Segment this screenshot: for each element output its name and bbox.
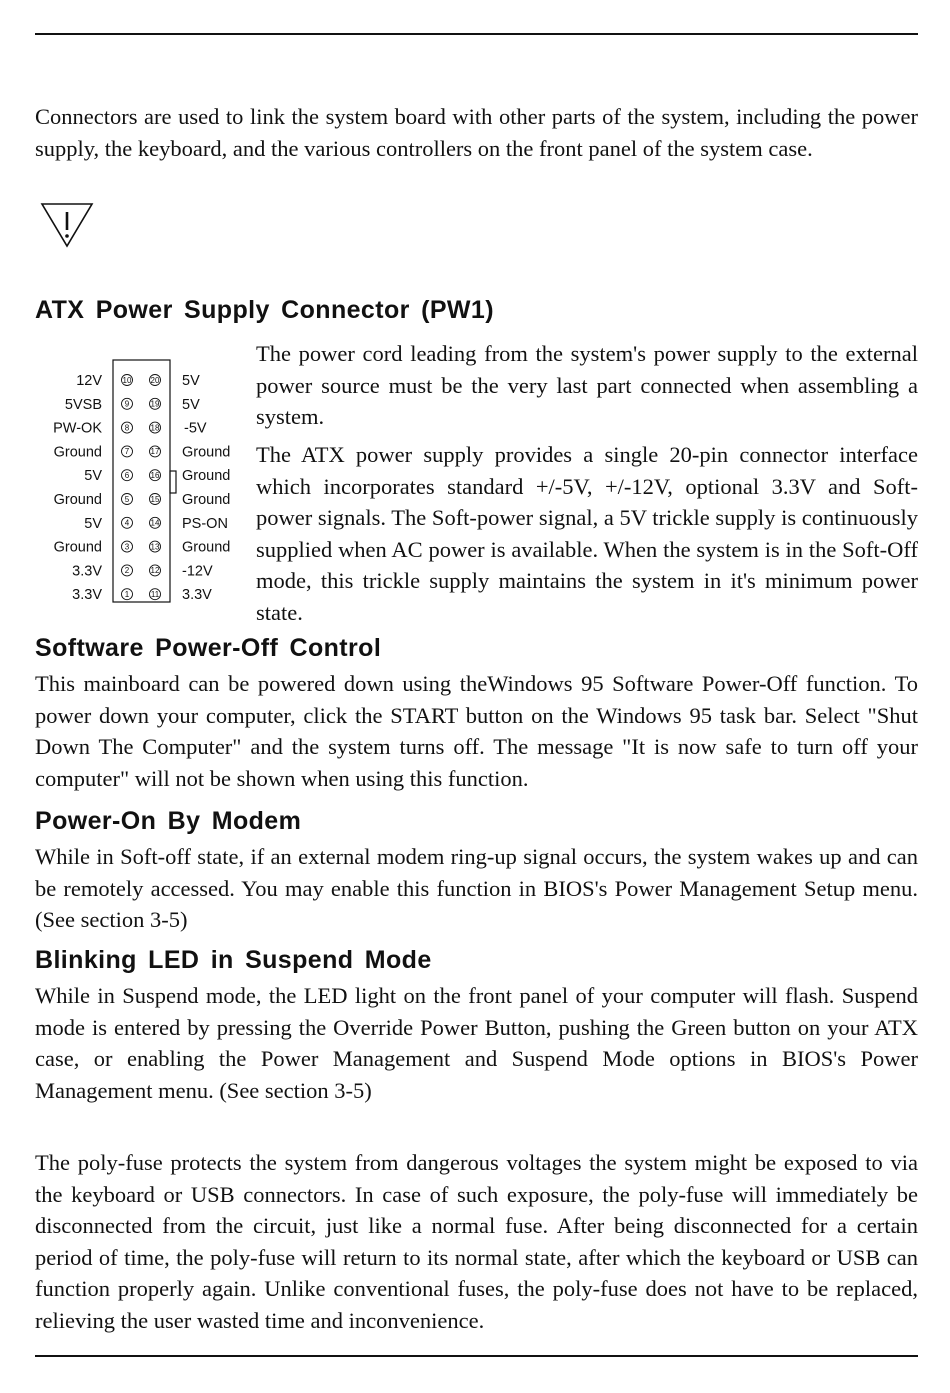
connector-left-label: 3.3V bbox=[72, 563, 102, 580]
connector-pin-number: 8 bbox=[124, 423, 130, 433]
modem-paragraph: While in Soft-off state, if an external modem ring-up signal occurs, the system wakes up and can be remotely accessed. You may enable this function in BIOS's Power Management Setup menu. (See section 3-5) bbox=[35, 844, 918, 932]
intro-paragraph: Connectors are used to link the system board with other parts of the system, including the power supply, the keyboard, and the various controllers on the front panel of the system case. bbox=[35, 104, 918, 161]
polyfuse-paragraph: The poly-fuse protects the system from dangerous voltages the system might be exposed to via the keyboard or USB connectors. In case of such exposure, the poly-fuse will immediately be disconnected from the circuit, just like a normal fuse. After being disconnected for a certain period of time, the poly-fuse will return to its normal state, after which the keyboard or USB can function properly again. Unlike conventional fuses, the poly-fuse does not have to be replaced, relieving the user wasted time and inconvenience. bbox=[35, 1150, 918, 1333]
connector-pin-number: 20 bbox=[150, 375, 160, 385]
connector-right-label: -12V bbox=[182, 563, 213, 580]
connector-pin-number: 2 bbox=[124, 566, 130, 576]
connector-left-label: 3.3V bbox=[72, 587, 102, 604]
software-paragraph: This mainboard can be powered down using theWindows 95 Software Power-Off function. To power down your computer, click the START button on the Windows 95 task bar. Select "Shut Down The Computer" and the system turns off. The message "It is now safe to turn off your computer" will not be shown when using this function. bbox=[35, 671, 918, 791]
connector-left-label: PW-OK bbox=[53, 420, 102, 437]
connector-body bbox=[113, 360, 170, 602]
connector-right-label: 5V bbox=[182, 373, 200, 389]
atx-connector-diagram bbox=[40, 358, 240, 608]
connector-left-label: 5V bbox=[84, 468, 102, 485]
connector-right-label: Ground bbox=[182, 539, 231, 556]
atx-paragraph-2: The ATX power supply provides a single 20-pin connector interface which incorporates standard +/-5V, +/-12V, optional 3.3V and Soft-power signals. The Soft-power signal, a 5V trickle supply is continuously supplied when AC power is available. When the system is in the Soft-Off mode, this trickle supply maintains the system in it's minimum power state. bbox=[256, 442, 918, 625]
connector-pin-number: 11 bbox=[150, 590, 160, 599]
connector-pin-number: 13 bbox=[150, 542, 160, 552]
connector-pin-number: 5 bbox=[124, 494, 130, 504]
bottom-rule bbox=[35, 1355, 918, 1357]
connector-pin-number: 14 bbox=[150, 518, 160, 528]
connector-pin-number: 18 bbox=[150, 423, 160, 433]
connector-right-label: Ground bbox=[182, 492, 231, 508]
led-heading: Blinking LED in Suspend Mode bbox=[35, 946, 432, 974]
connector-pin-number: 19 bbox=[150, 399, 160, 409]
connector-left-label: Ground bbox=[53, 444, 102, 461]
connector-left-label: 5VSB bbox=[64, 396, 102, 413]
connector-right-label: 3.3V bbox=[182, 587, 212, 604]
connector-right-label: Ground bbox=[182, 468, 231, 485]
led-paragraph: While in Suspend mode, the LED light on the front panel of your computer will flash. Suspend mode is entered by pressing the Override Power Button, pushing the Green button on your ATX case, or enabling the Power Management and Suspend Mode options in BIOS's Power Management menu. (See section 3-5) bbox=[35, 983, 918, 1103]
connector-left-label: 12V bbox=[76, 373, 102, 389]
atx-paragraph-1: The power cord leading from the system's power supply to the external power source must be the very last part connected when assembling a system. bbox=[256, 341, 918, 429]
connector-right-label: Ground bbox=[182, 444, 231, 461]
connector-pin-number: 12 bbox=[150, 566, 160, 576]
connector-right-label: -5V bbox=[184, 420, 207, 437]
connector-latch bbox=[170, 471, 176, 493]
connector-pin-number: 16 bbox=[150, 471, 160, 480]
connector-pin-number: 9 bbox=[124, 399, 130, 409]
connector-pin-number: 17 bbox=[150, 447, 160, 457]
connector-pin-number: 6 bbox=[124, 471, 130, 480]
connector-right-label: 5V bbox=[182, 396, 200, 413]
connector-left-label: Ground bbox=[53, 492, 102, 508]
connector-pin-number: 4 bbox=[124, 518, 130, 528]
atx-heading: ATX Power Supply Connector (PW1) bbox=[35, 296, 494, 324]
connector-pin-number: 7 bbox=[124, 447, 130, 457]
connector-pin-number: 3 bbox=[124, 542, 130, 552]
connector-pin-number: 15 bbox=[150, 494, 160, 504]
connector-left-label: 5V bbox=[84, 515, 102, 532]
connector-right-label: PS-ON bbox=[182, 515, 228, 532]
connector-pin-number: 10 bbox=[122, 375, 132, 385]
warning-triangle-icon bbox=[40, 200, 94, 248]
top-rule bbox=[35, 33, 918, 35]
modem-heading: Power-On By Modem bbox=[35, 807, 302, 835]
connector-pin-number: 1 bbox=[124, 590, 130, 599]
connector-left-label: Ground bbox=[53, 539, 102, 556]
software-heading: Software Power-Off Control bbox=[35, 634, 382, 662]
